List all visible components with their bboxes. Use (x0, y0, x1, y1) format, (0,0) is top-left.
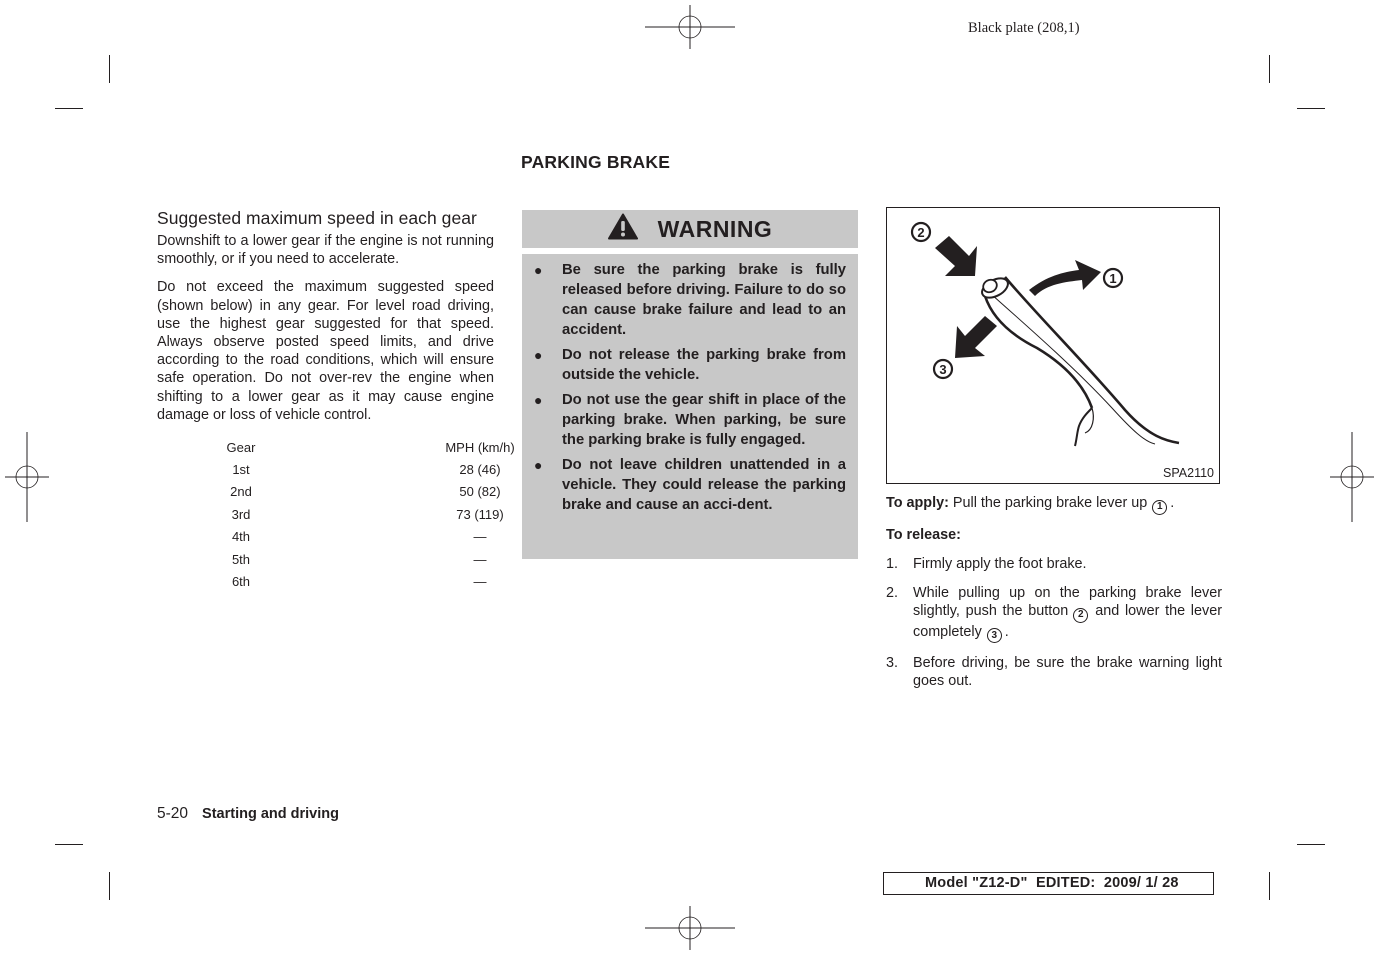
crop-mark (55, 844, 83, 845)
speed-cell: 50 (82) (459, 484, 501, 500)
warning-header (522, 210, 858, 248)
gear-speed-subheading: Suggested maximum speed in each gear (157, 208, 477, 228)
callout-1-icon: 1 (1152, 500, 1167, 515)
apply-text: Pull the parking brake lever up (952, 495, 1148, 511)
crop-mark (1269, 55, 1270, 83)
parking-brake-lever-illustration (887, 208, 1219, 483)
registration-mark-bottom (645, 906, 735, 950)
warning-triangle-icon (608, 213, 638, 245)
callout-3-icon (934, 360, 952, 378)
step-number: 2. (886, 584, 899, 601)
callout-2-icon (912, 223, 930, 241)
plate-label: Black plate (208,1) (968, 20, 1080, 36)
bullet-icon: ● (534, 392, 543, 408)
svg-text:2: 2 (917, 225, 925, 240)
step-text (913, 584, 1222, 643)
release-label: To release: (886, 526, 961, 543)
release-step (886, 584, 1222, 643)
speed-cell: — (473, 529, 487, 545)
warning-item (533, 260, 846, 340)
apply-end: . (1170, 495, 1175, 511)
apply-label: To apply: (886, 495, 949, 511)
step-number: 3. (886, 655, 899, 672)
gear-cell: 5th (231, 551, 251, 567)
parking-brake-instructions (886, 494, 1222, 702)
svg-text:3: 3 (939, 362, 947, 377)
crop-mark (1297, 108, 1325, 109)
table-row (206, 570, 614, 592)
speed-cell: — (473, 574, 487, 590)
warning-item (533, 345, 846, 385)
crop-mark (1269, 872, 1270, 900)
step-text: Firmly apply the foot brake. (913, 555, 1087, 572)
warning-text: Do not use the gear shift in place of the parking brake. When parking, be sure the parking brake is fully engaged. (562, 392, 846, 448)
crop-mark (55, 108, 83, 109)
gear-cell: 3rd (231, 506, 251, 522)
max-speed-paragraph: Do not exceed the maximum suggested speed (shown below) in any gear. For level road driving, use the highest gear suggested for that speed. Always observe posted speed limits, and drive according to the road conditions, which will ensure safe operation. Do not over-rev the engine when shifting to a lower gear as it may cause engine damage or loss of vehicle control. (157, 279, 494, 423)
warning-text: Do not release the parking brake from outside the vehicle. (562, 347, 846, 383)
model-edited-box: Model "Z12-D" EDITED: 2009/ 1/ 28 (883, 872, 1214, 895)
section-title: PARKING BRAKE (521, 152, 671, 172)
registration-mark-right (1330, 432, 1374, 522)
step-text: Before driving, be sure the brake warning light goes out. (913, 655, 1222, 690)
crop-mark (1297, 844, 1325, 845)
crop-mark (109, 55, 110, 83)
gear-cell: 4th (231, 529, 251, 545)
speed-cell: 28 (46) (459, 462, 501, 478)
gear-speed-section (157, 208, 494, 434)
callout-1-icon (1104, 269, 1122, 287)
step-number: 1. (886, 555, 899, 572)
table-header-speed: MPH (km/h) (445, 439, 515, 455)
parking-brake-figure (886, 207, 1220, 484)
speed-cell: 73 (119) (456, 506, 504, 522)
bullet-icon: ● (534, 262, 543, 278)
warning-text: Do not leave children unattended in a vehicle. They could release the parking brake and cause an acci-dent. (562, 457, 846, 513)
figure-code: SPA2110 (1163, 466, 1214, 480)
speed-cell: — (473, 551, 487, 567)
table-header-gear: Gear (226, 439, 256, 455)
step-text-b: and lower the lever completely (913, 603, 1222, 640)
warning-title: WARNING (657, 215, 773, 242)
gear-cell: 2nd (230, 484, 252, 500)
crop-mark (109, 872, 110, 900)
release-step (886, 654, 1222, 690)
bullet-icon: ● (534, 347, 543, 363)
release-step (886, 555, 1222, 573)
step-end: . (1004, 623, 1009, 640)
release-heading (886, 526, 1222, 544)
page-number: 5-20 (157, 805, 189, 822)
registration-mark-left (5, 432, 49, 522)
warning-item (533, 390, 846, 450)
gear-cell: 6th (231, 574, 251, 590)
warning-item (533, 455, 846, 515)
downshift-paragraph: Downshift to a lower gear if the engine is not running smoothly, or if you need to accelerate. (157, 233, 494, 268)
warning-body (522, 254, 858, 559)
warning-text: Be sure the parking brake is fully released before driving. Failure to do so can cause brake failure and lead to an accident. (562, 262, 846, 338)
page-footer (157, 805, 339, 823)
callout-3-icon: 3 (987, 628, 1002, 643)
section-name: Starting and driving (202, 806, 339, 822)
svg-text:1: 1 (1109, 271, 1117, 286)
gear-cell: 1st (232, 462, 250, 478)
step-text-a: While pulling up on the parking brake lever slightly, push the button (913, 584, 1222, 620)
callout-2-icon: 2 (1073, 608, 1088, 623)
registration-mark-top (645, 5, 735, 49)
bullet-icon: ● (534, 457, 543, 473)
apply-instruction (886, 494, 1222, 515)
